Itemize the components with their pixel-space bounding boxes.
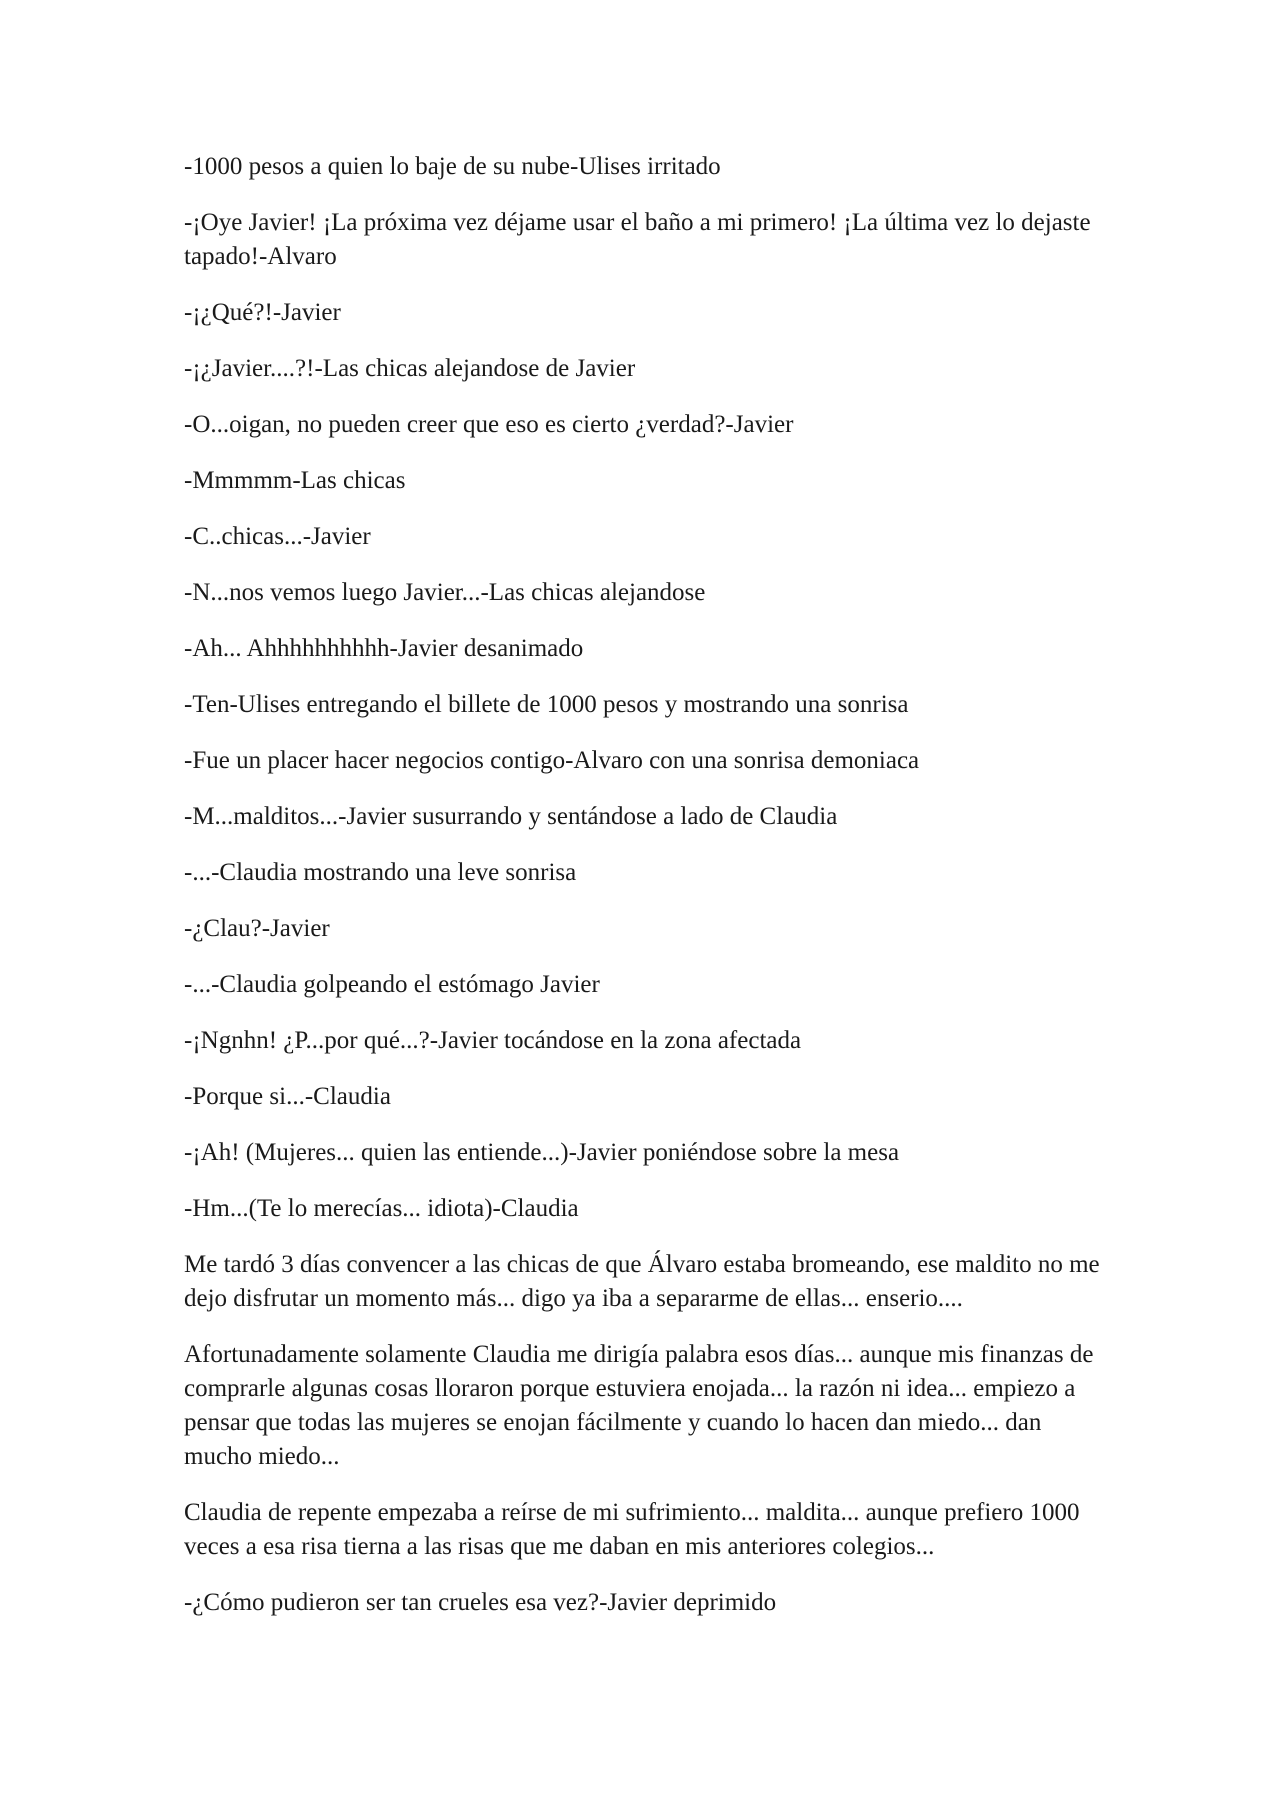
paragraph-12: -M...malditos...-Javier susurrando y sentándose a lado de Claudia	[184, 803, 838, 830]
paragraph-13: -...-Claudia mostrando una leve sonrisa	[184, 859, 577, 886]
paragraph-23: -¿Cómo pudieron ser tan crueles esa vez?-Javier deprimido	[184, 1589, 777, 1616]
paragraph-2: -¡Oye Javier! ¡La próxima vez déjame usar el baño a mi primero! ¡La última vez lo dejaste tapado!-Alvaro	[184, 209, 1091, 270]
paragraph-16: -¡Ngnhn! ¿P...por qué...?-Javier tocándose en la zona afectada	[184, 1027, 802, 1054]
paragraph-19: -Hm...(Te lo merecías... idiota)-Claudia	[184, 1195, 579, 1222]
paragraph-5: -O...oigan, no pueden creer que eso es cierto ¿verdad?-Javier	[184, 411, 794, 438]
paragraph-18: -¡Ah! (Mujeres... quien las entiende...)-Javier poniéndose sobre la mesa	[184, 1139, 900, 1166]
paragraph-7: -C..chicas...-Javier	[184, 523, 371, 550]
paragraph-21: Afortunadamente solamente Claudia me dirigía palabra esos días... aunque mis finanzas de comprarle algunas cosas lloraron porque estuviera enojada... la razón ni idea... empiezo a pensar que todas las mujeres se enojan fácilmente y cuando lo hacen dan miedo... dan mucho miedo...	[184, 1341, 1094, 1470]
story-text-block	[184, 150, 1104, 1642]
paragraph-4: -¡¿Javier....?!-Las chicas alejandose de Javier	[184, 355, 636, 382]
paragraph-9: -Ah... Ahhhhhhhhhh-Javier desanimado	[184, 635, 584, 662]
paragraph-10: -Ten-Ulises entregando el billete de 1000 pesos y mostrando una sonrisa	[184, 691, 909, 718]
paragraph-20: Me tardó 3 días convencer a las chicas de que Álvaro estaba bromeando, ese maldito no me dejo disfrutar un momento más... digo ya iba a separarme de ellas... enserio....	[184, 1251, 1100, 1312]
paragraph-14: -¿Clau?-Javier	[184, 915, 330, 942]
paragraph-17: -Porque si...-Claudia	[184, 1083, 391, 1110]
paragraph-3: -¡¿Qué?!-Javier	[184, 299, 341, 326]
paragraph-11: -Fue un placer hacer negocios contigo-Alvaro con una sonrisa demoniaca	[184, 747, 920, 774]
paragraph-22: Claudia de repente empezaba a reírse de mi sufrimiento... maldita... aunque prefiero 1000 veces a esa risa tierna a las risas que me daban en mis anteriores colegios...	[184, 1499, 1080, 1560]
paragraph-15: -...-Claudia golpeando el estómago Javier	[184, 971, 600, 998]
paragraph-6: -Mmmmm-Las chicas	[184, 467, 406, 494]
paragraph-1: -1000 pesos a quien lo baje de su nube-Ulises irritado	[184, 153, 721, 180]
paragraph-8: -N...nos vemos luego Javier...-Las chicas alejandose	[184, 579, 706, 606]
